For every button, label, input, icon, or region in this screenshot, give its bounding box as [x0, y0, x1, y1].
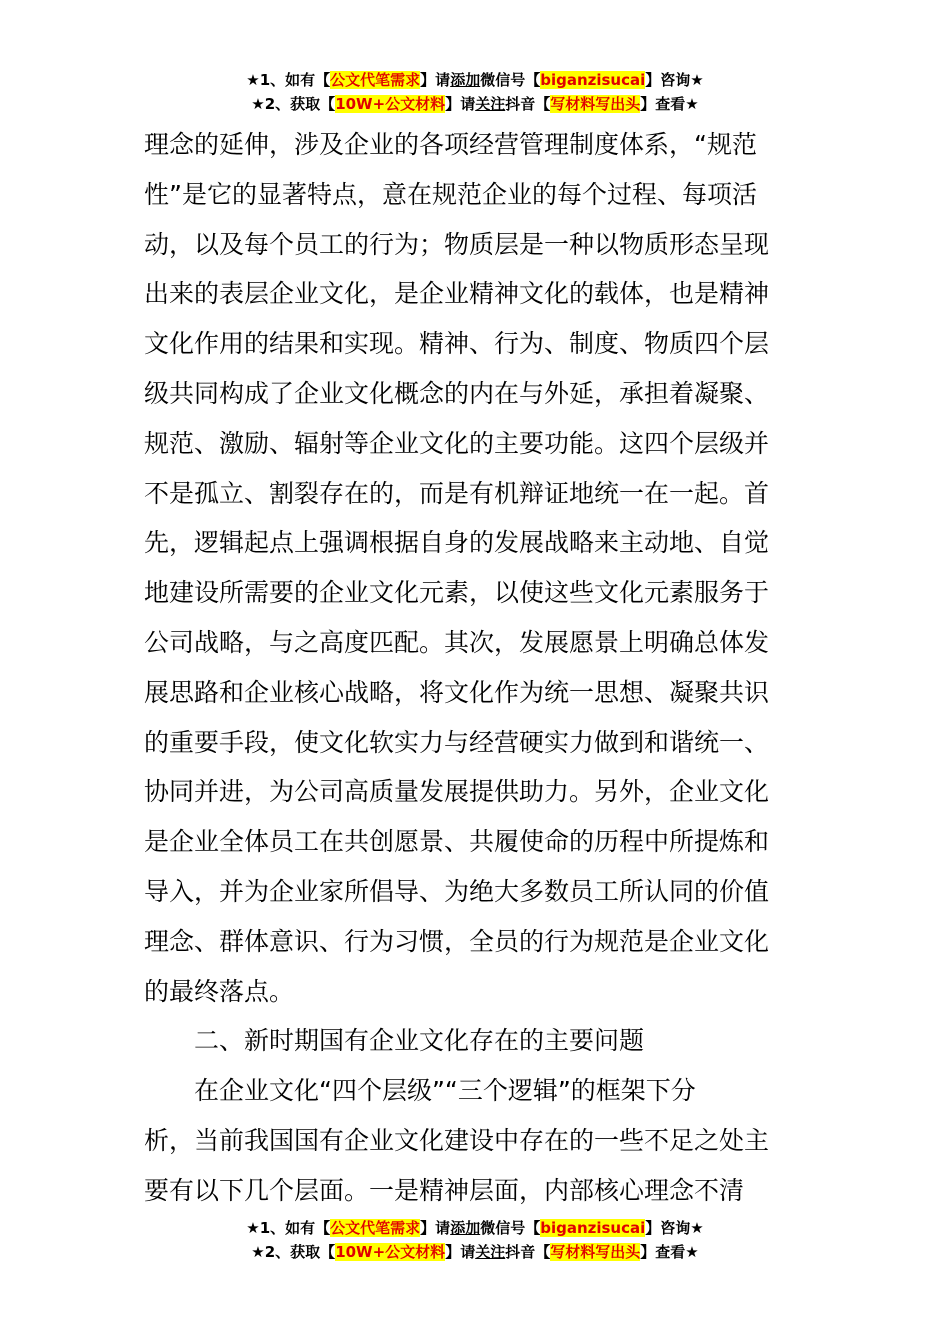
text-line: 级共同构成了企业文化概念的内在与外延，承担着凝聚、	[144, 378, 770, 408]
promo-line-2	[0, 92, 950, 116]
section-heading	[144, 1016, 808, 1066]
promo-text: 】查看★	[640, 95, 699, 113]
text-line: 协同并进，为公司高质量发展提供助力。另外，企业文化	[144, 777, 770, 807]
promo-wechat-id: biganzisucai	[540, 1219, 646, 1237]
promo-banner-top	[0, 68, 950, 116]
promo-banner-bottom	[0, 1216, 950, 1264]
promo-underlined-text: 关注	[475, 95, 506, 113]
text-line: 析，当前我国国有企业文化建设中存在的一些不足之处主	[144, 1125, 770, 1155]
text-line: 导入，并为企业家所倡导、为绝大多数员工所认同的价值	[144, 876, 770, 906]
text-line: 公司战略，与之高度匹配。其次，发展愿景上明确总体发	[144, 627, 770, 657]
promo-line-1	[0, 1216, 950, 1240]
promo-text: 抖音【	[505, 1243, 551, 1261]
promo-text: 】请	[420, 1219, 451, 1237]
promo-text: 微信号【	[480, 1219, 541, 1237]
text-line: 性”是它的显著特点，意在规范企业的每个过程、每项活	[144, 179, 757, 209]
promo-line-1	[0, 68, 950, 92]
text-line: 文化作用的结果和实现。精神、行为、制度、物质四个层	[144, 329, 770, 359]
promo-text: 】请	[420, 71, 451, 89]
promo-highlight: 公文代笔需求	[330, 1219, 421, 1237]
heading-text: 二、新时期国有企业文化存在的主要问题	[194, 1026, 645, 1056]
promo-douyin-account: 写材料写出头	[550, 1243, 641, 1261]
text-line: 不是孤立、割裂存在的，而是有机辩证地统一在一起。首	[144, 478, 770, 508]
promo-text: 】咨询★	[645, 71, 704, 89]
promo-text: 】请	[445, 95, 476, 113]
promo-wechat-id: biganzisucai	[540, 71, 646, 89]
promo-text: 微信号【	[480, 71, 541, 89]
promo-text: ★1、如有【	[246, 1219, 331, 1237]
paragraph-culture-layers	[144, 120, 808, 1016]
promo-text: ★2、获取【	[251, 1243, 336, 1261]
text-line: 出来的表层企业文化，是企业精神文化的载体，也是精神	[144, 279, 770, 309]
text-line: 要有以下几个层面。一是精神层面，内部核心理念不清	[144, 1175, 745, 1205]
promo-douyin-account: 写材料写出头	[550, 95, 641, 113]
promo-highlight: 10W+公文材料	[335, 1243, 446, 1261]
text-line: 是企业全体员工在共创愿景、共履使命的历程中所提炼和	[144, 827, 770, 857]
text-line: 规范、激励、辐射等企业文化的主要功能。这四个层级并	[144, 428, 770, 458]
promo-highlight: 10W+公文材料	[335, 95, 446, 113]
paragraph-problems	[144, 1066, 808, 1215]
promo-underlined-text: 关注	[475, 1243, 506, 1261]
text-line: 地建设所需要的企业文化元素，以使这些文化元素服务于	[144, 578, 770, 608]
document-body	[144, 120, 808, 1216]
promo-text: ★2、获取【	[251, 95, 336, 113]
text-line: 展思路和企业核心战略，将文化作为统一思想、凝聚共识	[144, 677, 770, 707]
text-line: 动，以及每个员工的行为；物质层是一种以物质形态呈现	[144, 229, 770, 259]
text-line: 的重要手段，使文化软实力与经营硬实力做到和谐统一、	[144, 727, 770, 757]
promo-highlight: 公文代笔需求	[330, 71, 421, 89]
promo-text: 抖音【	[505, 95, 551, 113]
text-line: 的最终落点。	[144, 976, 295, 1006]
text-line: 先，逻辑起点上强调根据自身的发展战略来主动地、自觉	[144, 528, 770, 558]
promo-text: 】咨询★	[645, 1219, 704, 1237]
text-line: 在企业文化“四个层级”“三个逻辑”的框架下分	[194, 1076, 696, 1106]
promo-underlined-text: 添加	[450, 71, 481, 89]
promo-text: ★1、如有【	[246, 71, 331, 89]
promo-text: 】请	[445, 1243, 476, 1261]
promo-underlined-text: 添加	[450, 1219, 481, 1237]
promo-line-2	[0, 1240, 950, 1264]
text-line: 理念的延伸，涉及企业的各项经营管理制度体系，“规范	[144, 130, 757, 159]
text-line: 理念、群体意识、行为习惯，全员的行为规范是企业文化	[144, 926, 770, 956]
promo-text: 】查看★	[640, 1243, 699, 1261]
